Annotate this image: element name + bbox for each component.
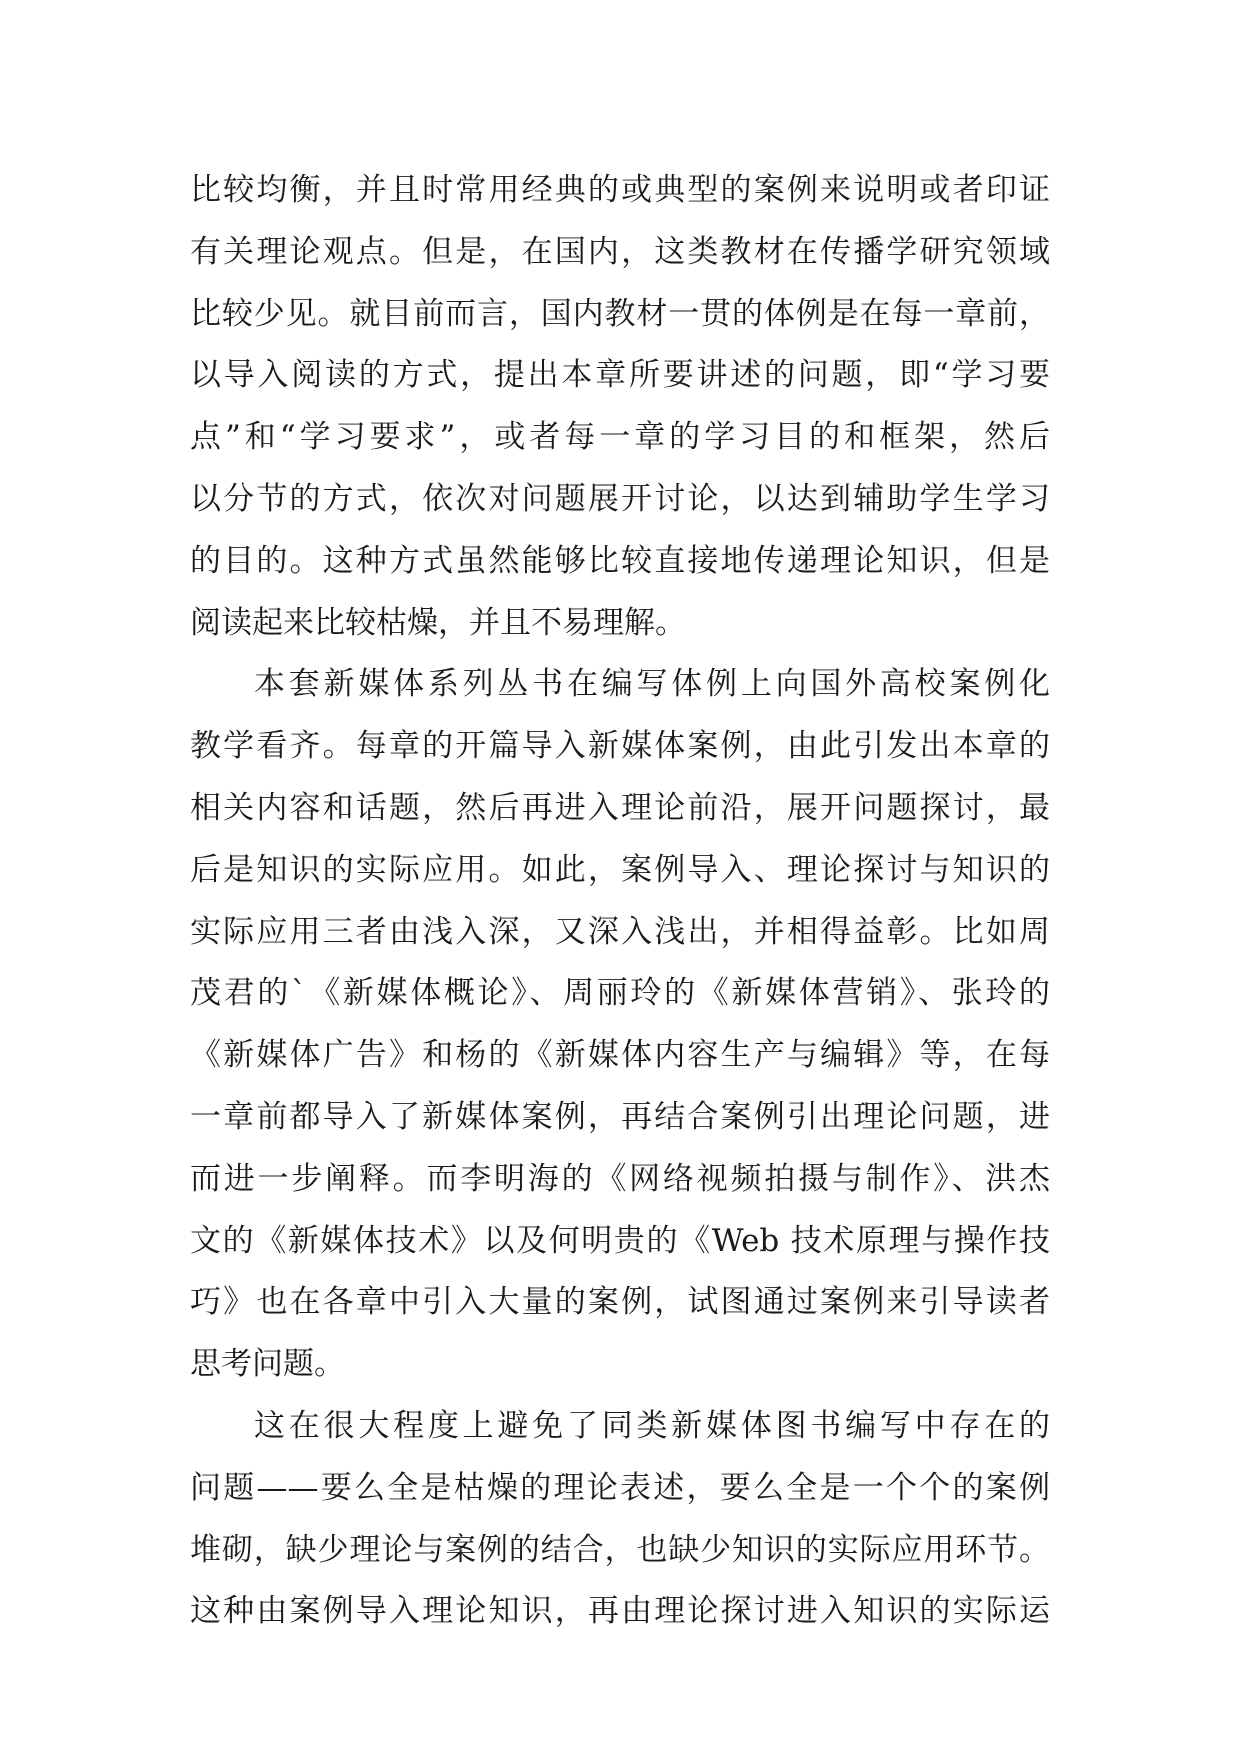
text-line: 的目的。这种方式虽然能够比较直接地传递理论知识，但是: [190, 542, 1050, 579]
body-text: [190, 160, 1050, 1643]
text-line: 而进一步阐释。而李明海的《网络视频拍摄与制作》、洪杰: [190, 1160, 1050, 1197]
text-line: 比较少见。就目前而言，国内教材一贯的体例是在每一章前，: [190, 295, 1050, 332]
text-line: 以分节的方式，依次对问题展开讨论，以达到辅助学生学习: [190, 480, 1050, 517]
text-line: 实际应用三者由浅入深，又深入浅出，并相得益彰。比如周: [190, 913, 1050, 950]
text-line: 《新媒体广告》和杨的《新媒体内容生产与编辑》等，在每: [190, 1037, 1050, 1074]
text-line: 文的《新媒体技术》以及何明贵的《Web 技术原理与操作技: [190, 1222, 1050, 1259]
text-line: 这在很大程度上避免了同类新媒体图书编写中存在的: [254, 1407, 1050, 1444]
text-line: 阅读起来比较枯燥，并且不易理解。: [190, 604, 686, 641]
paragraph-1: [190, 160, 1050, 654]
text-line: 茂君的`《新媒体概论》、周丽玲的《新媒体营销》、张玲的: [190, 975, 1050, 1012]
text-line: 后是知识的实际应用。如此，案例导入、理论探讨与知识的: [190, 851, 1050, 888]
text-line: 这种由案例导入理论知识，再由理论探讨进入知识的实际运: [190, 1593, 1050, 1630]
text-line: 相关内容和话题，然后再进入理论前沿，展开问题探讨，最: [190, 789, 1050, 826]
text-line: 以导入阅读的方式，提出本章所要讲述的问题，即“学习要: [190, 357, 1050, 394]
text-line: 教学看齐。每章的开篇导入新媒体案例，由此引发出本章的: [190, 728, 1050, 765]
text-line: 思考问题。: [190, 1346, 345, 1383]
text-line: 本套新媒体系列丛书在编写体例上向国外高校案例化: [254, 666, 1050, 703]
text-line: 巧》也在各章中引入大量的案例，试图通过案例来引导读者: [190, 1284, 1050, 1321]
text-line: 比较均衡，并且时常用经典的或典型的案例来说明或者印证: [190, 172, 1050, 208]
text-line: 一章前都导入了新媒体案例，再结合案例引出理论问题，进: [190, 1098, 1050, 1135]
paragraph-3: [190, 1396, 1050, 1643]
text-line: 有关理论观点。但是，在国内，这类教材在传播学研究领域: [190, 233, 1050, 270]
text-line: 堆砌，缺少理论与案例的结合，也缺少知识的实际应用环节。: [190, 1531, 1050, 1568]
text-line: 点”和“学习要求”，或者每一章的学习目的和框架，然后: [190, 419, 1050, 456]
text-line: 问题——要么全是枯燥的理论表述，要么全是一个个的案例: [190, 1469, 1050, 1506]
paragraph-2: [190, 654, 1050, 1396]
